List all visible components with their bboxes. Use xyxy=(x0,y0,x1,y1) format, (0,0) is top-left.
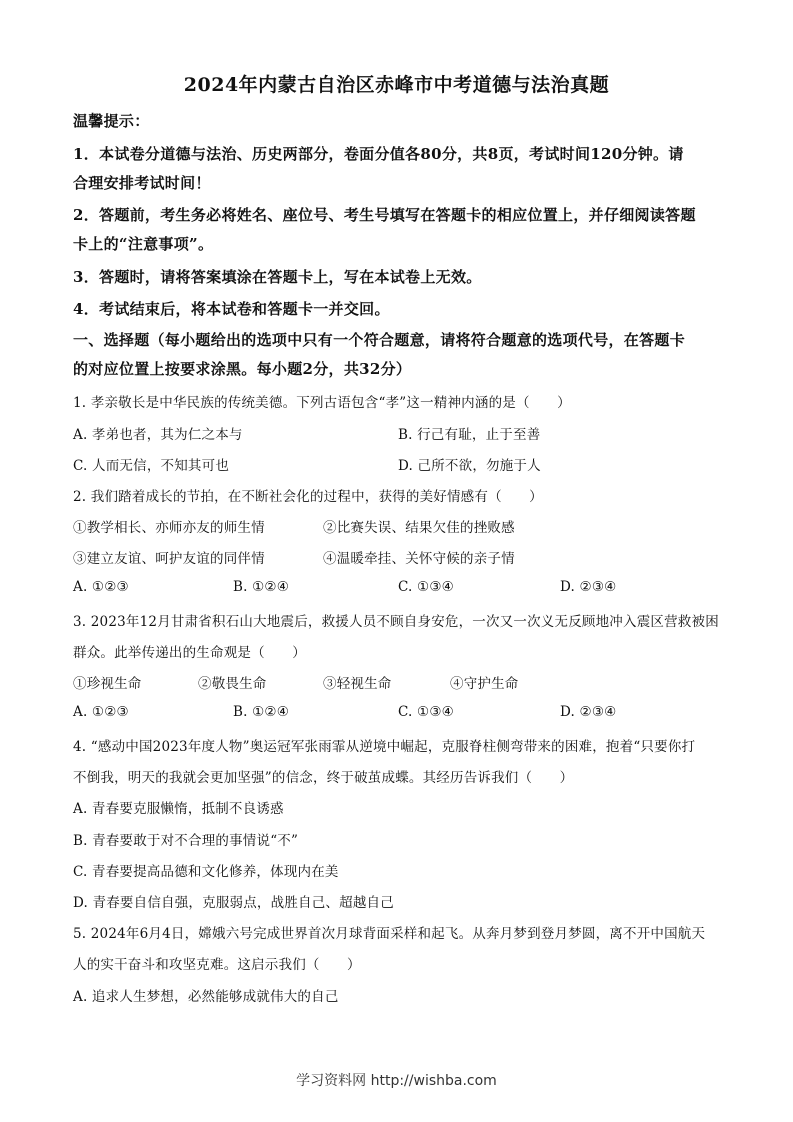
option-a: A. ①②③ xyxy=(73,579,129,595)
footer-watermark: 学习资料网 http://wishba.com xyxy=(296,1073,497,1089)
question-stem: 2. 我们踏着成长的节拍，在不断社会化的过程中，获得的美好情感有（ ） xyxy=(73,489,543,505)
statement-item: ④温暖牵挂、关怀守候的亲子情 xyxy=(323,551,515,567)
section-heading: 的对应位置上按要求涂黑。每小题2分，共32分） xyxy=(73,360,412,378)
option-c: C. ①③④ xyxy=(398,704,454,720)
option-a: A. 孝弟也者，其为仁之本与 xyxy=(73,427,243,443)
question-stem: 1. 孝亲敬长是中华民族的传统美德。下列古语包含“孝”这一精神内涵的是（ ） xyxy=(73,395,571,411)
option-d: D. 己所不欲，勿施于人 xyxy=(398,458,541,474)
section-heading: 一、选择题（每小题给出的选项中只有一个符合题意，请将符合题意的选项代号，在答题卡 xyxy=(73,331,686,349)
option-a: A. ①②③ xyxy=(73,704,129,720)
question-stem: 3. 2023年12月甘肃省积石山大地震后，救援人员不顾自身安危，一次又一次义无反顾地冲入震区营救被困 xyxy=(73,614,719,630)
option-b: B. ①②④ xyxy=(233,704,290,720)
question-stem: 5. 2024年6月4日，嫦娥六号完成世界首次月球背面采样和起飞。从奔月梦到登月梦圆，离不开中国航天 xyxy=(73,926,706,942)
question-stem: 人的实干奋斗和攻坚克难。这启示我们（ ） xyxy=(73,957,361,973)
statement-item: ②敬畏生命 xyxy=(198,676,267,692)
statement-item: ④守护生命 xyxy=(450,676,519,692)
notice-line: 4．考试结束后，将本试卷和答题卡一并交回。 xyxy=(73,300,390,318)
notice-line: 合理安排考试时间！ xyxy=(73,174,211,192)
question-stem: 群众。此举传递出的生命观是（ ） xyxy=(73,645,306,661)
notice-line: 卡上的“注意事项”。 xyxy=(73,235,214,253)
question-stem: 4. “感动中国2023年度人物”奥运冠军张雨霏从逆境中崛起，克服脊柱侧弯带来的困难，抱着“只要你打 xyxy=(73,739,696,755)
notice-heading: 温馨提示： xyxy=(73,112,150,130)
option-c: C. 人而无信，不知其可也 xyxy=(73,458,230,474)
notice-line: 1．本试卷分道德与法治、历史两部分，卷面分值各80分，共8页，考试时间120分钟。请 xyxy=(73,145,684,163)
statement-item: ③轻视生命 xyxy=(323,676,392,692)
option-c: C. ①③④ xyxy=(398,579,454,595)
question-stem: 不倒我，明天的我就会更加坚强”的信念，终于破茧成蝶。其经历告诉我们（ ） xyxy=(73,770,574,786)
page-title: 2024年内蒙古自治区赤峰市中考道德与法治真题 xyxy=(183,74,610,96)
option-d: D. ②③④ xyxy=(560,579,617,595)
notice-line: 3．答题时，请将答案填涂在答题卡上，写在本试卷上无效。 xyxy=(73,268,482,286)
option-b: B. 青春要敢于对不合理的事情说“不” xyxy=(73,833,299,849)
option-d: D. ②③④ xyxy=(560,704,617,720)
option-a: A. 追求人生梦想，必然能够成就伟大的自己 xyxy=(73,989,339,1005)
statement-item: ①珍视生命 xyxy=(73,676,142,692)
statement-item: ③建立友谊、呵护友谊的同伴情 xyxy=(73,551,265,567)
statement-item: ②比赛失误、结果欠佳的挫败感 xyxy=(323,520,515,536)
option-b: B. ①②④ xyxy=(233,579,290,595)
notice-line: 2．答题前，考生务必将姓名、座位号、考生号填写在答题卡的相应位置上，并仔细阅读答题 xyxy=(73,206,696,224)
option-b: B. 行己有耻，止于至善 xyxy=(398,427,541,443)
option-d: D. 青春要自信自强，克服弱点，战胜自己、超越自己 xyxy=(73,895,394,911)
option-a: A. 青春要克服懒惰，抵制不良诱惑 xyxy=(73,801,284,817)
statement-item: ①教学相长、亦师亦友的师生情 xyxy=(73,520,265,536)
option-c: C. 青春要提高品德和文化修养，体现内在美 xyxy=(73,864,339,880)
